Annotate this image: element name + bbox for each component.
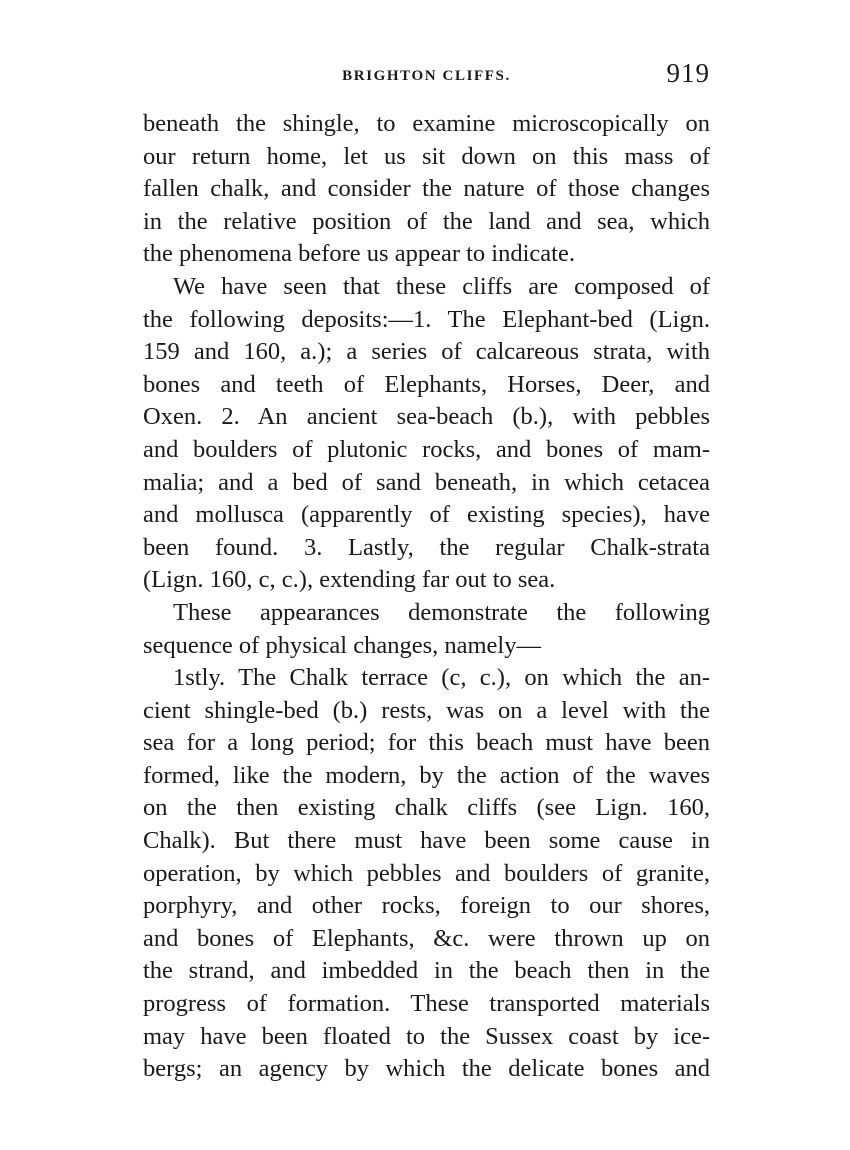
text-line: Chalk). But there must have been some cause in xyxy=(143,827,710,855)
text-line: formed, like the modern, by the action of the waves xyxy=(143,761,710,789)
text-line: Oxen. 2. An ancient sea-beach (b.), with pebbles xyxy=(143,403,710,431)
text-line: and mollusca (apparently of existing species), have xyxy=(143,501,710,529)
text-line: bergs; an agency by which the delicate bones and xyxy=(143,1055,710,1083)
text-line: These appearances demonstrate the following xyxy=(173,598,710,626)
text-line: been found. 3. Lastly, the regular Chalk-strata xyxy=(143,533,710,561)
text-line: in the relative position of the land and sea, which xyxy=(143,207,710,235)
text-line: 1stly. The Chalk terrace (c, c.), on which the an- xyxy=(173,664,710,692)
text-line: bones and teeth of Elephants, Horses, Deer, and xyxy=(143,370,710,398)
text-line: porphyry, and other rocks, foreign to our shores, xyxy=(143,892,710,920)
text-line: beneath the shingle, to examine microscopically on xyxy=(143,110,710,137)
text-line: fallen chalk, and consider the nature of those changes xyxy=(143,175,710,203)
text-line: We have seen that these cliffs are composed of xyxy=(173,272,710,300)
text-line: malia; and a bed of sand beneath, in which cetacea xyxy=(143,468,710,496)
text-line: may have been floated to the Sussex coast by ice- xyxy=(143,1022,710,1050)
running-title: BRIGHTON CLIFFS. xyxy=(342,68,511,84)
body-text xyxy=(143,108,710,1086)
text-line: progress of formation. These transported materials xyxy=(143,990,710,1018)
text-line: and bones of Elephants, &c. were thrown up on xyxy=(143,924,710,952)
text-line: 159 and 160, a.); a series of calcareous strata, with xyxy=(143,338,710,366)
text-line: our return home, let us sit down on this mass of xyxy=(143,142,710,170)
text-line: the strand, and imbedded in the beach then in the xyxy=(143,957,710,985)
text-line: on the then existing chalk cliffs (see Lign. 160, xyxy=(143,794,710,822)
text-line: the following deposits:—1. The Elephant-bed (Lign. xyxy=(143,305,710,333)
text-line: the phenomena before us appear to indicate. xyxy=(143,240,575,268)
running-head xyxy=(143,58,710,92)
text-line: operation, by which pebbles and boulders of granite, xyxy=(143,859,710,887)
text-line: sequence of physical changes, namely— xyxy=(143,631,541,659)
text-line: (Lign. 160, c, c.), extending far out to sea. xyxy=(143,566,556,594)
text-line: and boulders of plutonic rocks, and bones of mam- xyxy=(143,435,710,463)
text-line: cient shingle-bed (b.) rests, was on a level with the xyxy=(143,696,710,724)
page-number: 919 xyxy=(666,58,710,88)
text-line: sea for a long period; for this beach must have been xyxy=(143,729,710,757)
